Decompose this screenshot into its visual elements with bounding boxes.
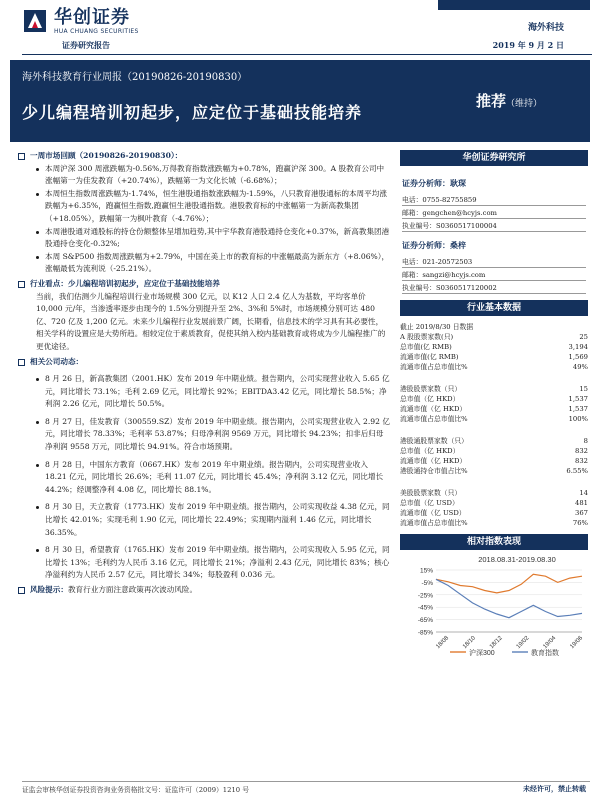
data-value: 1,537	[568, 405, 588, 413]
data-row	[400, 394, 588, 404]
rating-value: 推荐	[475, 92, 506, 110]
list-item	[36, 501, 390, 539]
analyst-phone: 电话：021-20572503	[402, 257, 586, 268]
data-label: 流通市值（亿 HKD）	[400, 457, 467, 465]
data-label: 港股通持仓市值占比%	[400, 467, 468, 475]
y-tick-label: -85%	[417, 629, 433, 637]
list-item-text: 本周沪深 300 周涨跌幅为-0.56%,万得教育指数涨跌幅为+0.78%，跑赢沪深 300。A 股教育公司中涨幅第一为佳发教育（+20.74%），跌幅第一为文化长城（-6.68%）；	[45, 163, 385, 186]
legend-label: 沪深300	[469, 650, 495, 657]
data-label: 流通市值（亿 USD）	[400, 509, 466, 517]
header-accent-tab	[438, 0, 590, 10]
y-tick-label: -65%	[417, 617, 433, 625]
x-tick-label: 18/08	[435, 635, 451, 651]
checkbox-bullet-icon	[18, 359, 25, 366]
section-heading	[18, 356, 390, 369]
data-label: 总市值（亿 HKD）	[400, 447, 460, 455]
list-item	[36, 251, 390, 276]
footer-license: 证监会审核华创证券投资咨询业务资格批文号：证监许可（2009）1210 号	[22, 786, 250, 794]
data-row	[400, 466, 588, 476]
footer-divider	[22, 781, 590, 782]
header-divider	[22, 54, 592, 55]
x-tick-label: 18/12	[488, 635, 504, 651]
basic-data-table	[400, 322, 588, 528]
data-row	[400, 518, 588, 528]
bullet-dot-icon	[36, 168, 39, 171]
x-tick-label: 19/02	[515, 635, 531, 651]
list-item-text: 本周恒生指数周涨跌幅为-1.74%，恒生港股通指数涨跌幅为-1.59%，八只教育港股通标的本周平均涨跌幅为+6.35%，跑赢恒生指数,跑赢恒生港股通指数。港股教育标的中涨幅第一为新高教集团（+18.05%），跌幅第一为枫叶教育（-4.76%）；	[45, 188, 387, 223]
title-banner	[10, 60, 590, 142]
list-item	[36, 226, 390, 251]
data-value: 6.55%	[566, 467, 588, 475]
list-item-text: 本周港股通对通股标的持仓份额整体呈增加趋势,其中宇华教育港股通持仓变化+0.37%，新高教集团港股通持仓变化-0.32%;	[45, 226, 390, 249]
bullet-dot-icon	[36, 464, 39, 467]
checkbox-bullet-icon	[18, 587, 25, 594]
data-label: 总市值（亿 HKD）	[400, 395, 460, 403]
data-value: 14	[579, 489, 588, 497]
chart-section-title: 相对指数表现	[400, 534, 588, 550]
data-value: 100%	[568, 415, 588, 423]
data-row	[400, 404, 588, 414]
data-label: 总市值（亿 USD）	[400, 499, 459, 507]
header-date: 2019 年 9 月 2 日	[492, 40, 564, 50]
list-item	[36, 163, 390, 188]
list-item-text: 8 月 28 日，中国东方教育（0667.HK）发布 2019 年中期业绩。报告期内，公司实现营业收入 18.21 亿元，同比增长 26.6%；毛利 11.07 亿元，同比增长 45.4%；净利润 3.12 亿元，同比增长 44.2%；经调整净利 4.08 亿，同比增长 88.1%。	[45, 459, 384, 494]
data-label: 港股通股票家数（只）	[400, 437, 468, 445]
logo-chinese-name: 华创证券	[54, 6, 130, 28]
list-item-text: 本周 S&P500 指数周涨跌幅为+2.79%，中国在美上市的教育标的中涨幅最高为新东方（+8.06%），涨幅最低为流利说（-25.21%）。	[45, 251, 390, 274]
section-heading	[18, 150, 390, 163]
analyst-name: 证券分析师：桑梓	[402, 240, 466, 250]
chart-svg	[400, 550, 588, 660]
data-value: 1,569	[568, 353, 588, 361]
data-value: 832	[575, 457, 588, 465]
report-type: 证券研究报告	[62, 40, 110, 50]
list-item-text: 8 月 26 日，新高教集团（2001.HK）发布 2019 年中期业绩。报告期内，公司实现营业收入 5.65 亿元，同比增长 73.1%；毛利 2.69 亿元，同比增长 92%；EBITDA3.42 亿元，同比增长 58.5%；净利润 2.26 亿元，同比增长 50.5%。	[45, 374, 390, 409]
risk-text: 教育行业方面注意政策再次波动风险。	[67, 585, 198, 594]
bullet-dot-icon	[36, 378, 39, 381]
bullet-dot-icon	[36, 193, 39, 196]
data-row	[400, 362, 588, 372]
risk-label: 风险提示：	[30, 585, 68, 594]
list-item-text: 8 月 30 日，希望教育（1765.HK）发布 2019 年中期业绩。报告期内，公司实现收入 5.95 亿元，同比增长 13%；毛利约为人民币 3.16 亿元，同比增长 21%；净溢利 2.43 亿元，同比增长 83%；核心净溢利约为人民币 2.57 亿元，同比增长 34%；每股盈利 0.036 元。	[45, 545, 390, 580]
data-label: 流通市值(亿 RMB)	[400, 353, 459, 361]
data-value: 76%	[572, 519, 588, 527]
legend-label: 教育指数	[531, 650, 559, 657]
list-item	[36, 416, 390, 454]
logo-english-name: HUA CHUANG SECURITIES	[54, 27, 139, 35]
data-row	[400, 384, 588, 394]
chart-title: 2018.08.31-2019.08.30	[478, 555, 556, 564]
y-tick-label: -5%	[421, 579, 433, 587]
analyst-email[interactable]: 邮箱：sangzi@hcyjs.com	[402, 270, 586, 281]
analyst-email[interactable]: 邮箱：gengchen@hcyjs.com	[402, 208, 586, 219]
list-item	[36, 373, 390, 411]
logo-mark-icon	[22, 8, 48, 34]
checkbox-bullet-icon	[18, 153, 25, 160]
analyst-license: 执业编号：S0360517120002	[402, 283, 586, 294]
data-value: 25	[579, 333, 588, 341]
data-row	[400, 436, 588, 446]
rating	[476, 90, 542, 111]
bullet-dot-icon	[36, 231, 39, 234]
list-item	[36, 544, 390, 582]
data-row	[400, 322, 588, 332]
y-tick-label: 15%	[419, 567, 433, 575]
series-line-1	[436, 574, 582, 593]
risk-section	[18, 584, 390, 597]
data-label: 总市值(亿 RMB)	[400, 343, 452, 351]
data-label: 流通市值占总市值比%	[400, 363, 468, 371]
data-label: 港股股票家数（只）	[400, 385, 462, 393]
bullet-dot-icon	[36, 506, 39, 509]
data-value: 15	[579, 385, 588, 393]
data-label: A 股股票家数(只)	[400, 333, 454, 341]
data-value: 1,537	[568, 395, 588, 403]
data-label: 截止 2019/8/30 日数据	[400, 323, 474, 331]
data-value: 3,194	[568, 343, 588, 351]
data-value: 8	[583, 437, 588, 445]
view-heading: 行业看点：少儿编程培训初起步，应定位于基础技能培养	[30, 278, 220, 288]
company-heading: 相关公司动态：	[30, 356, 84, 366]
list-item	[36, 188, 390, 226]
data-value: 481	[575, 499, 588, 507]
list-item-text: 8 月 30 日，天立教育（1773.HK）发布 2019 年中期业绩。报告期内，公司实现收益 4.38 亿元，同比增长 42.01%；实现毛利 1.90 亿元，同比增长 22.49%；实现期内溢利 1.46 亿元，同比增长 36.35%。	[45, 502, 390, 537]
data-value: 49%	[572, 363, 588, 371]
review-heading: 一周市场回顾（20190826-20190830）：	[30, 151, 183, 160]
footer-notice: 未经许可，禁止转载	[523, 784, 586, 793]
data-row	[400, 508, 588, 518]
section-heading	[18, 278, 390, 291]
data-label: 流通市值（亿 HKD）	[400, 405, 467, 413]
checkbox-bullet-icon	[18, 281, 25, 288]
data-label: 美股股票家数（只）	[400, 489, 462, 497]
header-industry: 海外科技	[527, 23, 564, 33]
data-label: 流通市值占总市值比%	[400, 415, 468, 423]
main-content	[18, 150, 390, 597]
bullet-dot-icon	[36, 421, 39, 424]
data-row	[400, 342, 588, 352]
data-row	[400, 488, 588, 498]
bullet-dot-icon	[36, 256, 39, 259]
rating-note: （维持）	[505, 99, 542, 109]
x-tick-label: 18/10	[462, 635, 477, 651]
company-logo	[22, 4, 139, 38]
y-tick-label: -45%	[417, 604, 433, 612]
data-row	[400, 446, 588, 456]
data-label: 流通市值占总市值比%	[400, 519, 468, 527]
x-tick-label: 19/04	[542, 635, 558, 651]
institute-title: 华创证券研究所	[400, 150, 588, 166]
data-row	[400, 414, 588, 424]
analyst-name: 证券分析师：耿琛	[402, 178, 466, 188]
data-row	[400, 352, 588, 362]
relative-index-chart	[400, 550, 588, 660]
data-row	[400, 456, 588, 466]
data-value: 367	[575, 509, 588, 517]
x-tick-label: 19/06	[569, 635, 585, 651]
analyst-card	[400, 166, 588, 300]
analyst-phone: 电话：0755-82755859	[402, 195, 586, 206]
analyst-license: 执业编号：S0360517100004	[402, 221, 586, 232]
report-title: 少儿编程培训初起步，应定位于基础技能培养	[22, 103, 363, 122]
data-row	[400, 332, 588, 342]
data-row	[400, 498, 588, 508]
report-subtitle: 海外科技教育行业周报（20190826-20190830）	[22, 72, 248, 83]
list-item-text: 8 月 27 日，佳发教育（300559.SZ）发布 2019 年中期业绩。报告期内，公司实现营业收入 2.92 亿元，同比增长 78.33%；毛利率 53.87%；归母净利润 9569 万元，同比增长 94.23%；扣非后归母净利润 9558 万元，同比增长 94.91%。符合市场预期。	[45, 416, 390, 452]
data-value: 832	[575, 447, 588, 455]
y-tick-label: -25%	[417, 592, 433, 600]
view-paragraph: 当前，我们估测少儿编程培训行业市场规模 300 亿元，以 K12 人口 2.4 亿人为基数，平均客单价 10,000 元/年，当渗透率逐步由现今的 1.5%分别提升至 2%、3%和 5%时，市场规模分别可达 480 亿、720 亿及 1,200 亿元。未来少儿编程行业发展前景广阔，长期看，信息技术的学习具有其必要性，相关学科的设置应是大势所趋。相较定位于素质教育，促使其纳入校内基础教育或将成为少儿编程推广的更优途径。	[36, 291, 386, 351]
basic-data-title: 行业基本数据	[400, 300, 588, 316]
bullet-dot-icon	[36, 549, 39, 552]
sidebar	[400, 150, 588, 660]
list-item	[36, 459, 390, 497]
